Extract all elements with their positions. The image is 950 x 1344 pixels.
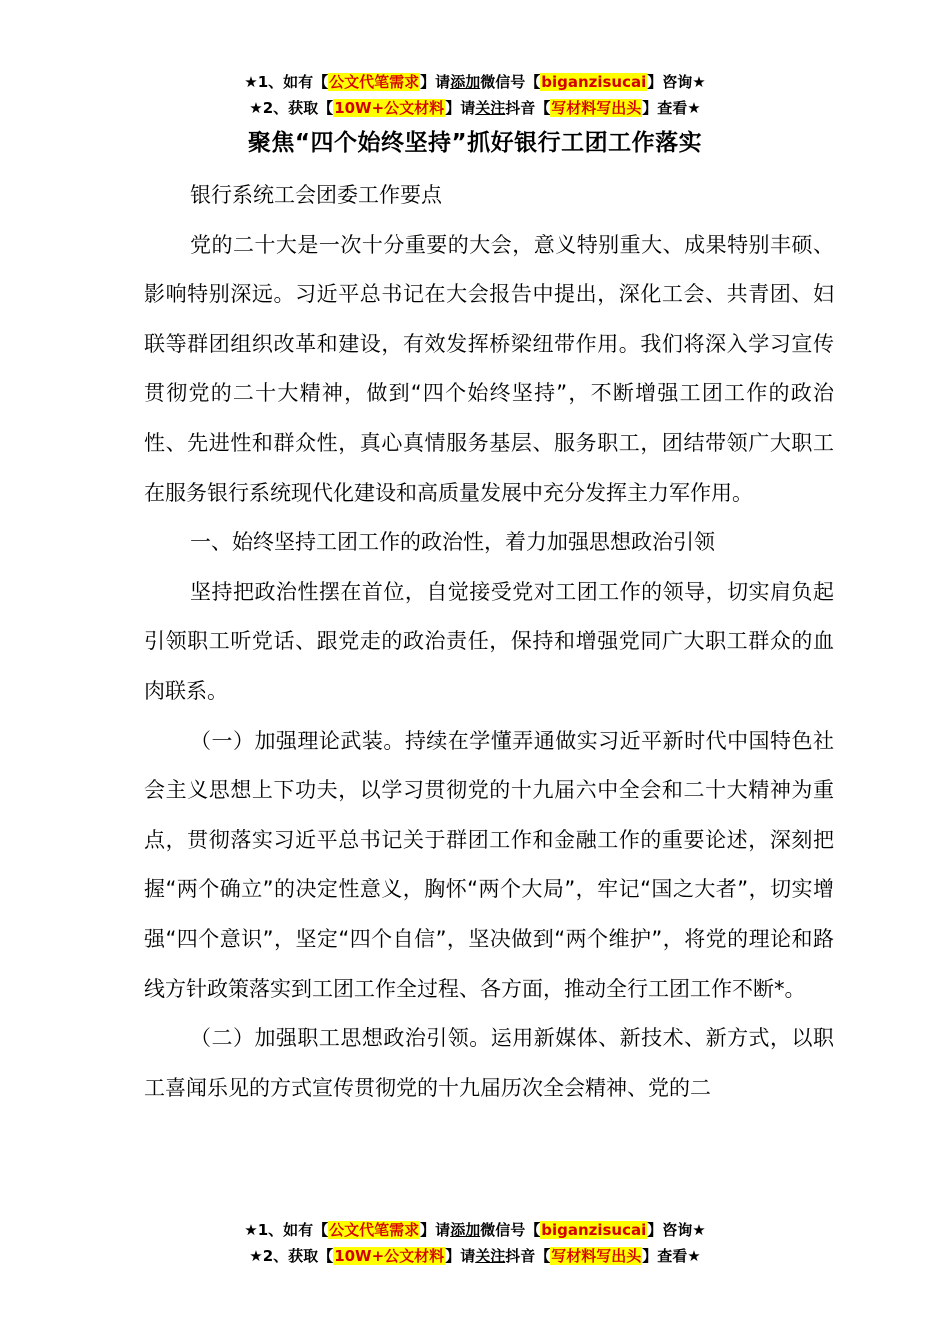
- body-paragraph: 党的二十大是一次十分重要的大会，意义特别重大、成果特别丰硕、影响特别深远。习近平总书记在大会报告中提出，深化工会、共青团、妇联等群团组织改革和建设，有效发挥桥梁纽带作用。我们将深入学习宣传贯彻党的二十大精神，做到“四个始终坚持”，不断增强工团工作的政治性、先进性和群众性，真心真情服务基层、服务职工，团结带领广大职工在服务银行系统现代化建设和高质量发展中充分发挥主力军作用。: [144, 232, 834, 505]
- highlight-tag: 10W+公文材料: [334, 99, 445, 117]
- body-paragraph: 坚持把政治性摆在首位，自觉接受党对工团工作的领导，切实肩负起引领职工听党话、跟党走的政治责任，保持和增强党同广大职工群众的血肉联系。: [144, 579, 834, 703]
- banner-text: ★2、获取【: [249, 1247, 334, 1265]
- document-title: 聚焦“四个始终坚持”抓好银行工团工作落实: [247, 130, 703, 156]
- underlined-text: 添加: [450, 1221, 481, 1239]
- banner-text: 抖音【: [505, 99, 551, 117]
- douyin-id: 写材料写出头: [551, 1247, 642, 1265]
- banner-text: ★1、如有【: [244, 73, 329, 91]
- banner-text: 】查看★: [642, 99, 701, 117]
- highlight-tag: 10W+公文材料: [334, 1247, 445, 1265]
- body-paragraph: （二）加强职工思想政治引领。运用新媒体、新技术、新方式，以职工喜闻乐见的方式宣传贯彻党的十九届历次全会精神、党的二: [144, 1026, 834, 1100]
- underlined-text: 添加: [450, 73, 481, 91]
- section-heading: 一、始终坚持工团工作的政治性，着力加强思想政治引领: [190, 530, 715, 555]
- banner-text: 】请: [420, 1221, 451, 1239]
- wechat-id: biganzisucai: [541, 1221, 647, 1239]
- banner-text: 】查看★: [642, 1247, 701, 1265]
- wechat-id: biganzisucai: [541, 73, 647, 91]
- banner-line-2: [0, 95, 950, 121]
- banner-text: 微信号【: [480, 1221, 541, 1239]
- banner-line-2: [0, 1243, 950, 1269]
- footer-banner: [0, 1217, 950, 1269]
- subtitle-paragraph: 银行系统工会团委工作要点: [190, 183, 442, 207]
- highlight-tag: 公文代笔需求: [329, 1221, 420, 1239]
- banner-line-1: [0, 1217, 950, 1243]
- douyin-id: 写材料写出头: [551, 99, 642, 117]
- banner-line-1: [0, 69, 950, 95]
- banner-text: ★1、如有【: [244, 1221, 329, 1239]
- header-banner: [0, 69, 950, 121]
- body-paragraph: （一）加强理论武装。持续在学懂弄通做实习近平新时代中国特色社会主义思想上下功夫，以学习贯彻党的十九届六中全会和二十大精神为重点，贯彻落实习近平总书记关于群团工作和金融工作的重要论述，深刻把握“两个确立”的决定性意义，胸怀“两个大局”，牢记“国之大者”，切实增强“四个意识”，坚定“四个自信”，坚决做到“两个维护”，将党的理论和路线方针政策落实到工团工作全过程、各方面，推动全行工团工作不断*。: [144, 728, 834, 1001]
- banner-text: ★2、获取【: [249, 99, 334, 117]
- banner-text: 抖音【: [505, 1247, 551, 1265]
- banner-text: 】咨询★: [647, 1221, 706, 1239]
- banner-text: 】请: [445, 99, 476, 117]
- banner-text: 微信号【: [480, 73, 541, 91]
- underlined-text: 关注: [475, 1247, 506, 1265]
- banner-text: 】请: [420, 73, 451, 91]
- banner-text: 】请: [445, 1247, 476, 1265]
- document-body: [144, 171, 834, 1113]
- banner-text: 】咨询★: [647, 73, 706, 91]
- highlight-tag: 公文代笔需求: [329, 73, 420, 91]
- underlined-text: 关注: [475, 99, 506, 117]
